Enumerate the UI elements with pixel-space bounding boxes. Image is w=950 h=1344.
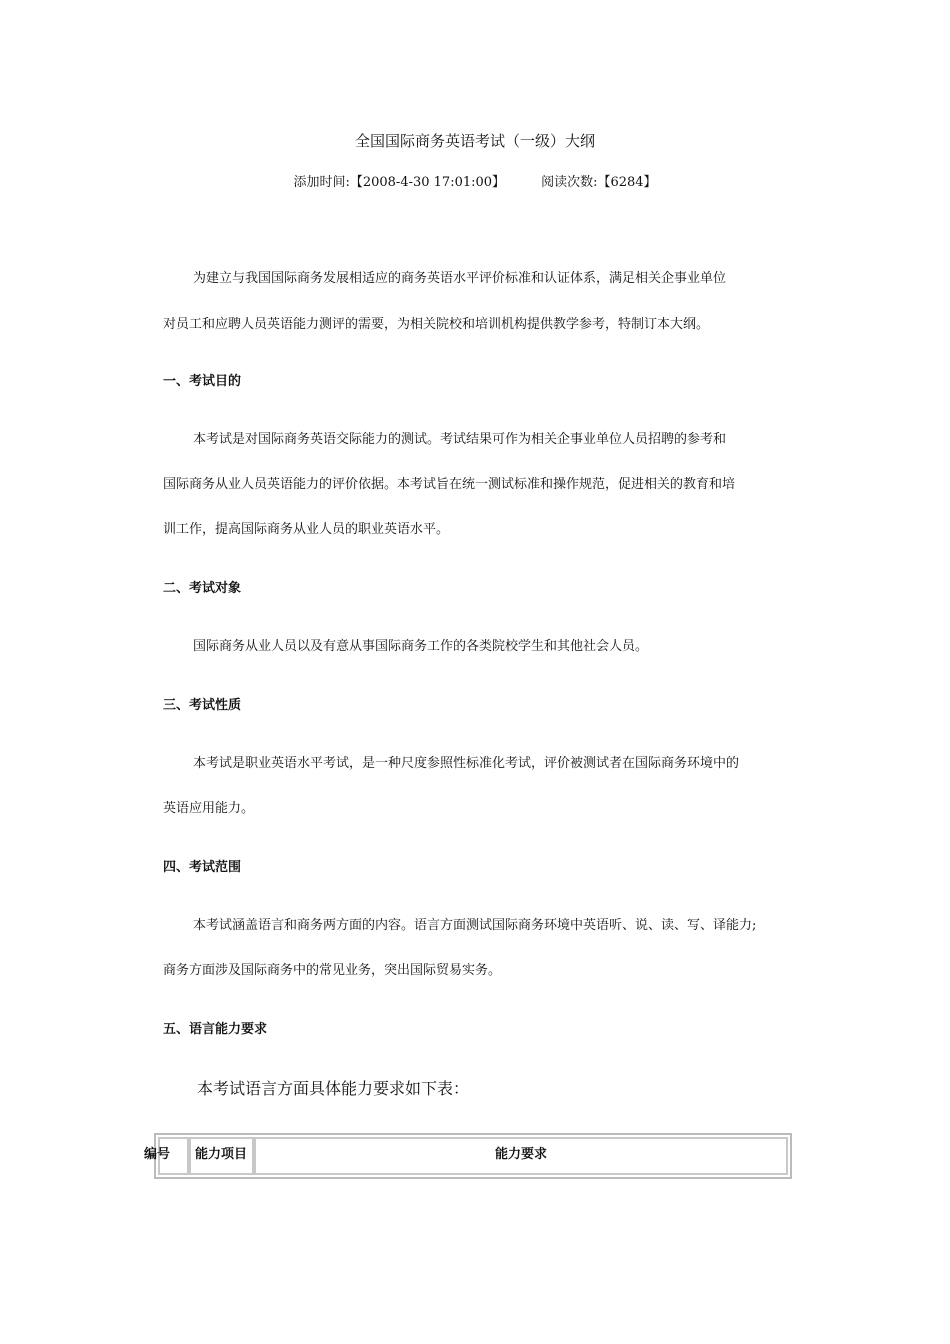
section-line: 本考试是对国际商务英语交际能力的测试。考试结果可作为相关企事业单位人员招聘的参考和 xyxy=(193,432,727,447)
section-line: 国际商务从业人员以及有意从事国际商务工作的各类院校学生和其他社会人员。 xyxy=(193,639,649,654)
added-time: 添加时间:【2008-4-30 17:01:00】 xyxy=(293,175,506,190)
section-heading: 四、考试范围 xyxy=(163,860,242,875)
section-line: 商务方面涉及国际商务中的常见业务，突出国际贸易实务。 xyxy=(163,963,502,978)
section-line: 训工作，提高国际商务从业人员的职业英语水平。 xyxy=(163,522,450,537)
document-meta xyxy=(0,171,950,190)
section-heading: 三、考试性质 xyxy=(163,698,242,713)
table-header-requirement: 能力要求 xyxy=(494,1147,547,1162)
table-header-number: 编号 xyxy=(144,1147,171,1162)
read-count: 阅读次数:【6284】 xyxy=(541,175,657,190)
section-line: 本考试是职业英语水平考试，是一种尺度参照性标准化考试，评价被测试者在国际商务环境中的 xyxy=(193,756,740,771)
section-line: 本考试语言方面具体能力要求如下表： xyxy=(197,1079,470,1098)
section-line: 国际商务从业人员英语能力的评价依据。本考试旨在统一测试标准和操作规范，促进相关的教育和培 xyxy=(163,477,736,492)
section-heading: 一、考试目的 xyxy=(163,374,242,389)
section-heading: 二、考试对象 xyxy=(163,581,242,596)
intro-line: 为建立与我国国际商务发展相适应的商务英语水平评价标准和认证体系，满足相关企事业单位 xyxy=(193,271,727,286)
section-heading: 五、语言能力要求 xyxy=(163,1022,268,1037)
section-line: 本考试涵盖语言和商务两方面的内容。语言方面测试国际商务环境中英语听、说、读、写、译能力; xyxy=(193,918,757,933)
intro-line: 对员工和应聘人员英语能力测评的需要，为相关院校和培训机构提供教学参考，特制订本大纲。 xyxy=(163,317,710,332)
section-line: 英语应用能力。 xyxy=(163,801,255,816)
document-title: 全国国际商务英语考试（一级）大纲 xyxy=(354,132,595,150)
table-header-item: 能力项目 xyxy=(195,1147,248,1162)
